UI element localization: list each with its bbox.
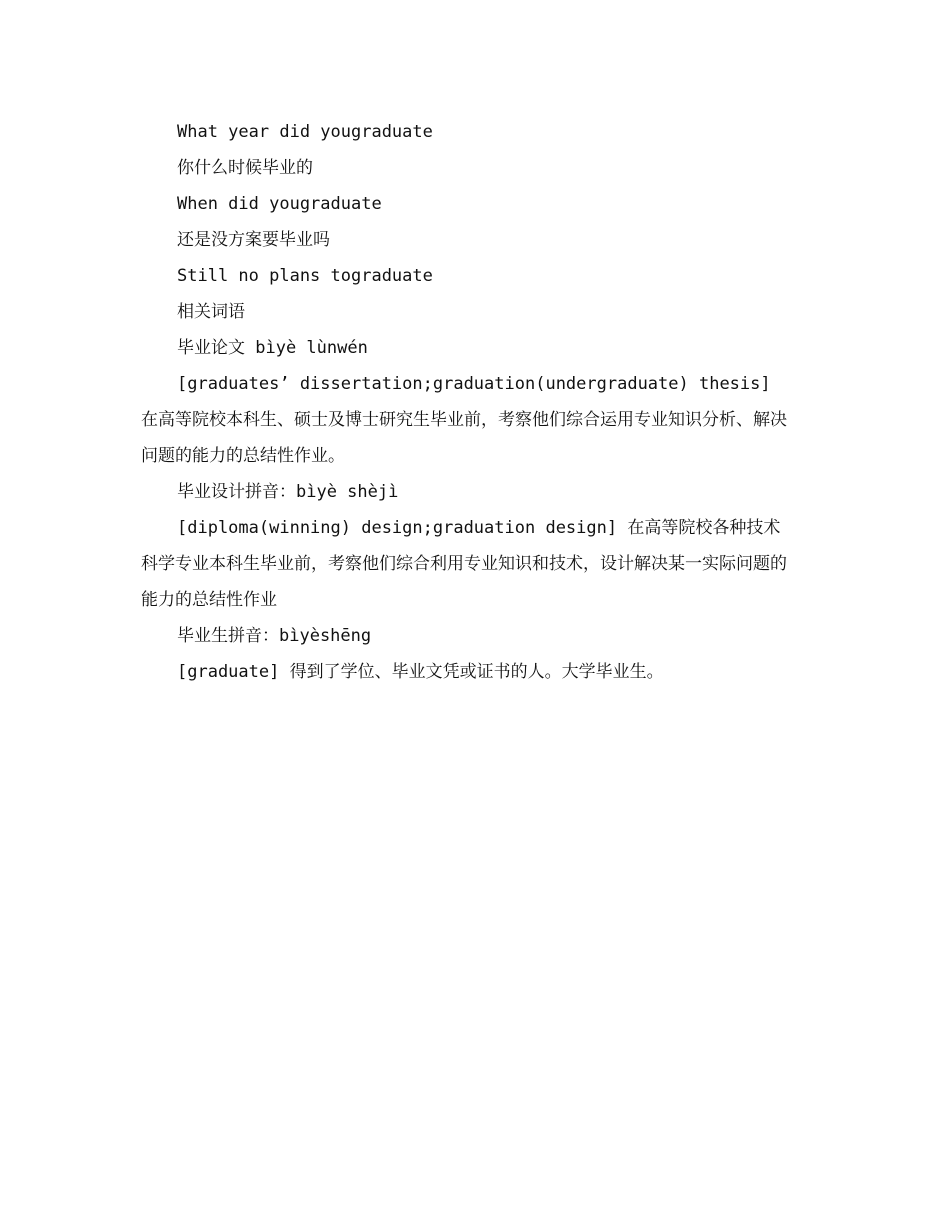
paragraph-chinese-question-1: 你什么时候毕业的	[177, 158, 313, 178]
paragraph-english-question-1: What year did yougraduate	[177, 122, 433, 142]
paragraph-english-question-3: Still no plans tograduate	[177, 266, 433, 286]
paragraph-english-question-2: When did yougraduate	[177, 194, 382, 214]
paragraph-chinese-question-2: 还是没方案要毕业吗	[177, 230, 330, 250]
term-thesis-definition: [graduates’ dissertation;graduation(undergraduate) thesis] 在高等院校本科生、硕士及博士研究生毕业前，考察他们综合运用专业知识分析、解决问题的能力的总结性作业。	[141, 374, 787, 466]
term-design-title: 毕业设计拼音：bìyè shèjì	[177, 482, 399, 502]
term-graduate-definition: [graduate] 得到了学位、毕业文凭或证书的人。大学毕业生。	[177, 662, 664, 682]
document-body	[141, 114, 794, 690]
term-design-definition: [diploma(winning) design;graduation design] 在高等院校各种技术科学专业本科生毕业前，考察他们综合利用专业知识和技术，设计解决某一实际问题的能力的总结性作业	[141, 518, 787, 610]
term-graduate-title: 毕业生拼音：bìyèshēng	[177, 626, 372, 646]
term-thesis-title: 毕业论文 bìyè lùnwén	[177, 338, 368, 358]
related-terms-heading: 相关词语	[177, 302, 245, 322]
